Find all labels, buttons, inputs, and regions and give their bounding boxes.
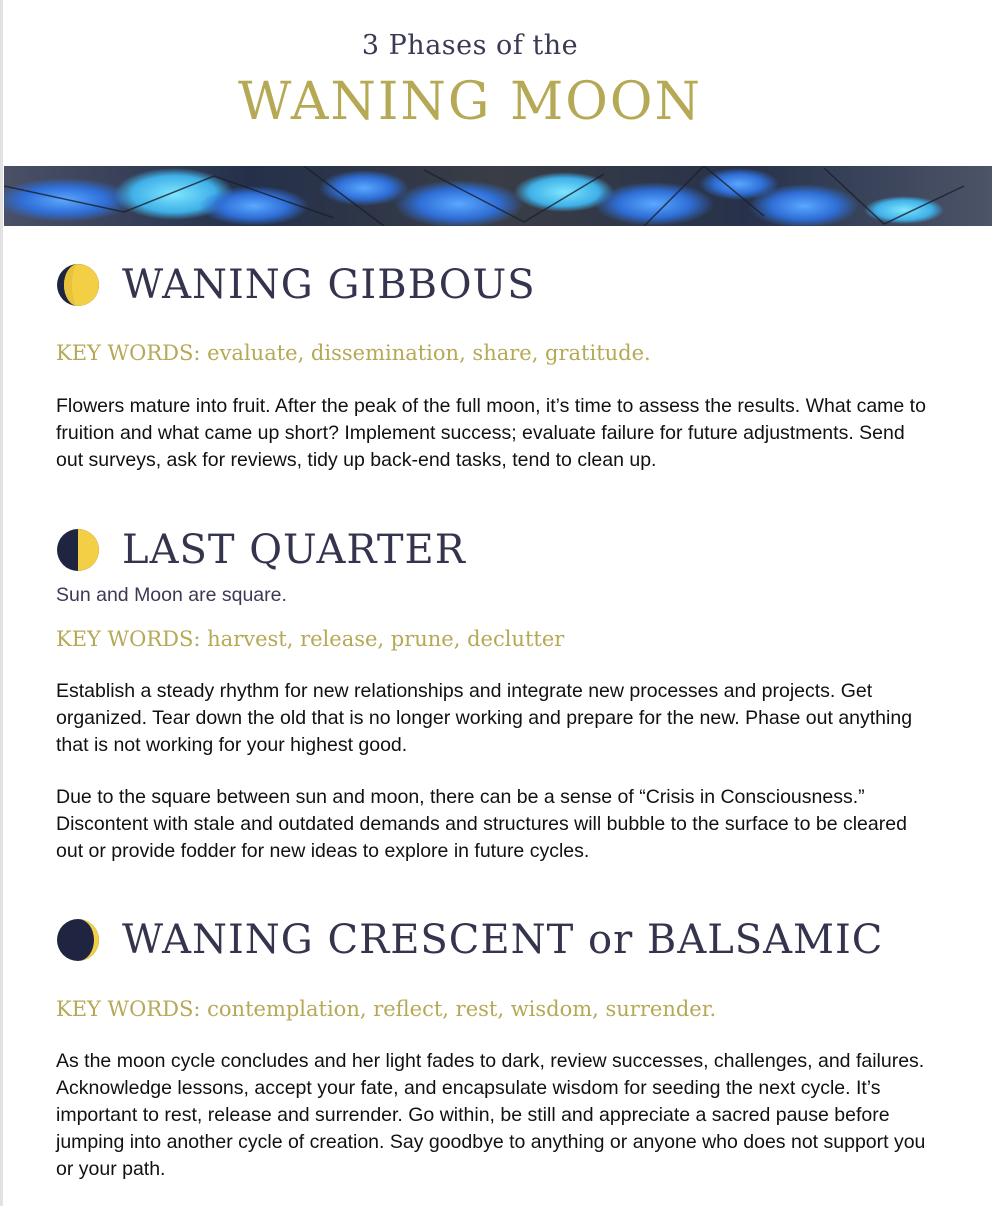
section-last-quarter-heading: [56, 527, 466, 573]
section-keywords: KEY WORDS: contemplation, reflect, rest, wisdom, surrender.: [56, 997, 717, 1021]
page-subtitle: 3 Phases of the: [361, 30, 579, 61]
section-waning-crescent-heading: [56, 917, 883, 963]
waning-crescent-moon-icon: [56, 918, 100, 962]
section-keywords: KEY WORDS: harvest, release, prune, declutter: [56, 627, 565, 651]
section-waning-gibbous-heading: [56, 262, 536, 308]
labradorite-banner-image: [4, 166, 992, 226]
section-title: LAST QUARTER: [122, 527, 466, 573]
section-title: WANING CRESCENT or BALSAMIC: [122, 917, 884, 963]
section-paragraph: Flowers mature into fruit. After the peak of the full moon, it’s time to assess the results. What came to fruition and what came up short? Implement success; evaluate failure for future adjustments. Send out surveys, ask for reviews, tidy up back-end tasks, tend to clean up.: [56, 395, 926, 471]
section-paragraph: Due to the square between sun and moon, there can be a sense of “Crisis in Consciousness.” Discontent with stale and outdated demands and structures will bubble to the surface to be cleared out or provide fodder for new ideas to explore in future cycles.: [56, 786, 907, 862]
page-left-border: [0, 0, 3, 1206]
section-paragraph: Establish a steady rhythm for new relationships and integrate new processes and projects. Get organized. Tear down the old that is no longer working and prepare for the new. Phase out anything that is not working for your highest good.: [56, 680, 913, 756]
section-note: Sun and Moon are square.: [56, 584, 287, 606]
section-title: WANING GIBBOUS: [122, 262, 536, 308]
last-quarter-moon-icon: [56, 528, 100, 572]
waning-gibbous-moon-icon: [56, 263, 100, 307]
page-title: WANING MOON: [237, 72, 703, 132]
section-keywords: KEY WORDS: evaluate, dissemination, share, gratitude.: [56, 341, 651, 365]
section-paragraph: As the moon cycle concludes and her light fades to dark, review successes, challenges, and failures. Acknowledge lessons, accept your fate, and encapsulate wisdom for seeding the next cycle. It’s important to rest, release and surrender. Go within, be still and appreciate a sacred pause before jumping into another cycle of creation. Say goodbye to anything or anyone who does not support you or your path.: [56, 1050, 926, 1180]
